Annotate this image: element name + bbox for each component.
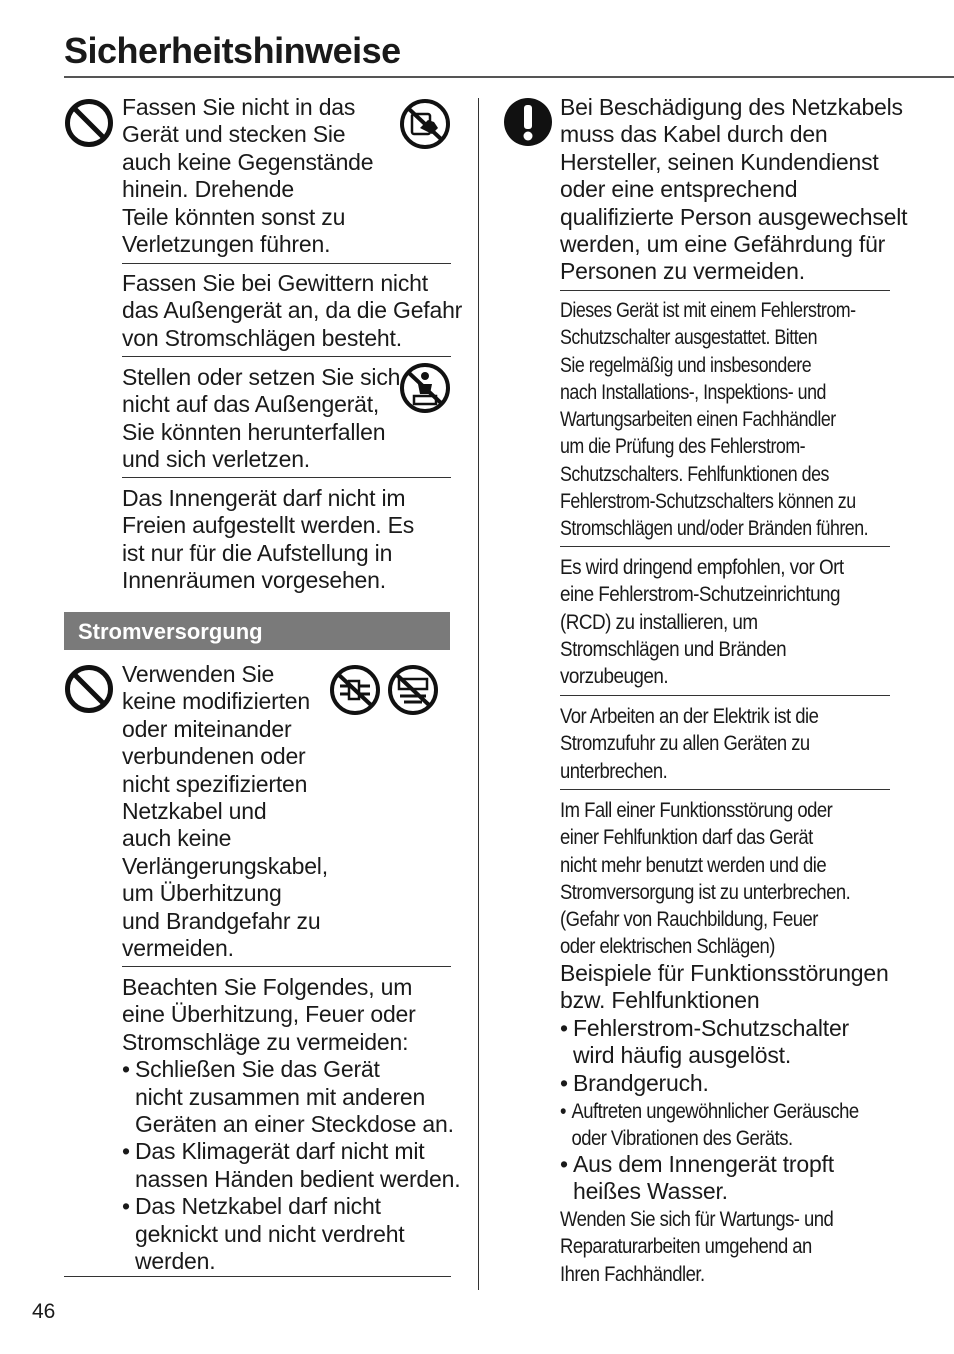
bullet-list bbox=[560, 1098, 859, 1153]
separator bbox=[560, 695, 890, 696]
list-item: • Aus dem Innengerät tropft heißes Wasser. bbox=[560, 1151, 834, 1206]
separator bbox=[122, 477, 451, 478]
no-hand-insertion-icon bbox=[398, 98, 452, 150]
examples-heading: Beispiele für Funktionsstörungen bzw. Fehlfunktionen bbox=[560, 960, 889, 1014]
separator bbox=[560, 546, 890, 547]
separator bbox=[122, 966, 451, 967]
right-warning-text-4: Vor Arbeiten an der Elektrik ist die Stromzufuhr zu allen Geräten zu unterbrechen. bbox=[560, 705, 819, 783]
bullet-list bbox=[122, 1056, 461, 1275]
page-number: 46 bbox=[32, 1300, 56, 1323]
prohibition-icon bbox=[64, 98, 114, 148]
no-extension-cable-icon bbox=[386, 664, 440, 716]
right-warning-text-3: Es wird dringend empfohlen, vor Ort eine Fehlerstrom-Schutzeinrichtung (RCD) zu installieren, um Stromschlägen und Bränden vorzubeugen. bbox=[560, 556, 844, 689]
list-item: • Fehlerstrom-Schutzschalter wird häufig ausgelöst. bbox=[560, 1015, 849, 1070]
separator bbox=[122, 263, 451, 264]
page-title: Sicherheitshinweise bbox=[64, 30, 401, 71]
right-warning-text-1: Bei Beschädigung des Netzkabels muss das Kabel durch den Hersteller, seinen Kundendienst oder eine entsprechend qualifizierte Person ausgewechselt werden, um eine Gefährdung für Personen zu vermeiden. bbox=[560, 94, 908, 285]
separator bbox=[64, 1276, 451, 1277]
list-item: • Das Netzkabel darf nicht geknickt und nicht verdreht werden. bbox=[122, 1193, 457, 1275]
section-header-stromversorgung: Stromversorgung bbox=[64, 612, 450, 650]
right-warning-text-5: Im Fall einer Funktionsstörung oder einer Fehlfunktion darf das Gerät nicht mehr benutzt werden und die Stromversorgung ist zu unterbrechen. (Gefahr von Rauchbildung, Feuer oder elektrischen Schlägen) bbox=[560, 799, 851, 959]
list-item: • Brandgeruch. bbox=[560, 1070, 849, 1097]
left-warning-text-5: Verwenden Sie keine modifizierten oder miteinander verbundenen oder nicht spezifizierten Netzkabel und auch keine Verlängerungskabel, um Überhitzung und Brandgefahr zu vermeiden. bbox=[122, 661, 328, 962]
service-note: Wenden Sie sich für Wartungs- und Reparaturarbeiten umgehend an Ihren Fachhändler. bbox=[560, 1208, 834, 1286]
left-warning-text-4: Das Innengerät darf nicht im Freien aufgestellt werden. Es ist nur für die Aufstellung in Innenräumen vorgesehen. bbox=[122, 485, 415, 594]
list-item: • Auftreten ungewöhnlicher Geräusche oder Vibrationen des Geräts. bbox=[560, 1098, 859, 1153]
separator bbox=[560, 789, 890, 790]
left-warning-text-6 bbox=[122, 974, 461, 1275]
no-climbing-icon bbox=[398, 362, 452, 414]
left-warning-text-2: Fassen Sie bei Gewittern nicht das Außengerät an, da die Gefahr von Stromschlägen besteht. bbox=[122, 270, 463, 351]
bullet-list bbox=[560, 1151, 834, 1206]
list-item: • Das Klimagerät darf nicht mit nassen Händen bedient werden. bbox=[122, 1138, 457, 1193]
separator bbox=[122, 356, 451, 357]
column-divider bbox=[478, 98, 479, 1290]
separator bbox=[560, 290, 890, 291]
no-modified-cable-icon bbox=[328, 664, 382, 716]
left-warning-text-1: Fassen Sie nicht in das Gerät und stecken Sie auch keine Gegenstände hinein. Drehende Teile könnten sonst zu Verletzungen führen. bbox=[122, 94, 374, 258]
prohibition-icon bbox=[64, 664, 114, 714]
left-warning-text-3: Stellen oder setzen Sie sich nicht auf das Außengerät, Sie könnten herunterfallen und sich verletzen. bbox=[122, 364, 401, 473]
exclamation-mandatory-icon bbox=[503, 96, 553, 148]
bullet-list bbox=[560, 1015, 849, 1097]
title-divider bbox=[64, 76, 954, 78]
list-item: • Schließen Sie das Gerät nicht zusammen mit anderen Geräten an einer Steckdose an. bbox=[122, 1056, 457, 1138]
intro-text: Beachten Sie Folgendes, um eine Überhitzung, Feuer oder Stromschläge zu vermeiden: bbox=[122, 974, 416, 1055]
right-warning-text-2: Dieses Gerät ist mit einem Fehlerstrom- Schutzschalter ausgestattet. Bitten Sie regelmäßig und insbesondere nach Installations-, Inspektions- und Wartungsarbeiten einen Fachhändler um die Prüfung des Fehlerstrom- Schutzschalters. Fehlfunktionen des Fehlerstrom-Schutzschalters können zu Stromschlägen und/oder Bränden führen. bbox=[560, 299, 869, 541]
